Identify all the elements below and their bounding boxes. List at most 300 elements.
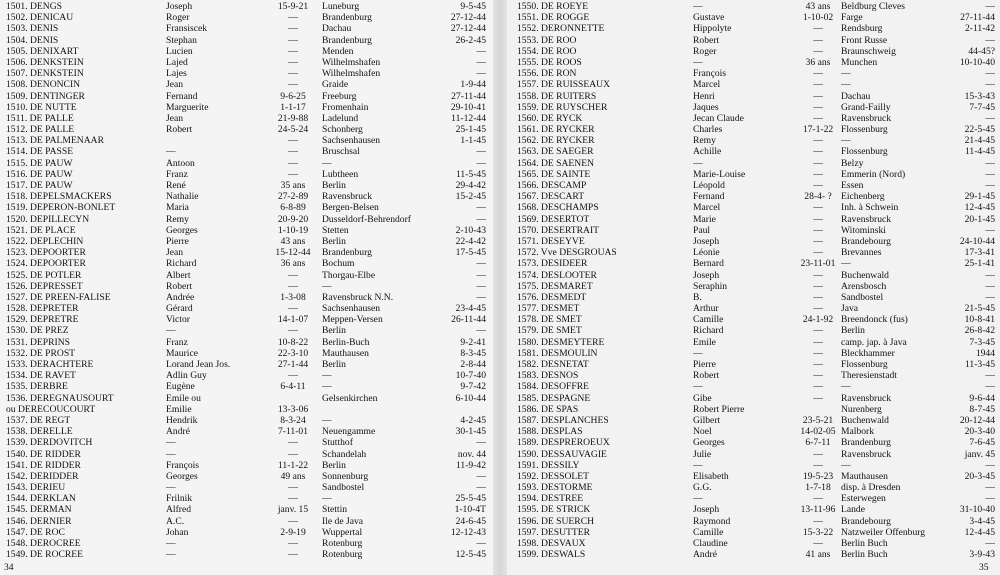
register-entry — [0, 146, 493, 157]
death-date: 21-4-45 — [964, 135, 995, 147]
register-entry — [507, 247, 1000, 258]
birth-date: — — [288, 538, 298, 549]
entry-name: 1579. DE SMET — [517, 325, 582, 337]
birth-date: — — [813, 381, 823, 393]
entry-name: 1539. DERDOVITCH — [6, 437, 93, 449]
first-name: G.G. — [693, 482, 712, 494]
birth-date: — — [813, 370, 823, 382]
entry-name: 1564. DE SAENEN — [517, 157, 595, 169]
place: Munchen — [841, 56, 878, 68]
place: Sandbostel — [841, 291, 884, 303]
birth-date: 49 ans — [280, 470, 306, 482]
place: Sachsenhausen — [322, 135, 381, 147]
register-entry — [0, 191, 493, 202]
place: Sonnenburg — [322, 470, 369, 482]
entry-name: 1512. DE PALLE — [6, 124, 75, 136]
place: Wilhelmshafen — [322, 56, 381, 68]
first-name: Emile ou — [166, 392, 201, 404]
death-date: 27-12-44 — [450, 23, 486, 35]
entry-name: 1522. DEPLECHIN — [6, 235, 84, 247]
register-entry — [0, 549, 493, 560]
first-name: Lajes — [166, 68, 187, 80]
death-date: 27-12-44 — [450, 12, 486, 24]
place: Menden — [322, 45, 354, 57]
book-gutter — [493, 0, 507, 575]
place: Buchenwald — [841, 269, 889, 281]
death-date: 9-5-45 — [460, 1, 486, 12]
place: Stetten — [322, 224, 349, 236]
entry-name: 1592. DESSOLET — [517, 470, 589, 482]
first-name: Fernand — [166, 90, 198, 102]
first-name: Lajed — [166, 56, 188, 68]
birth-date: — — [288, 157, 298, 169]
place: Ile de Java — [322, 515, 364, 527]
first-name: Georges — [693, 437, 725, 449]
death-date: nov. 44 — [457, 448, 486, 460]
register-entry — [507, 12, 1000, 23]
death-date: 17-3-41 — [964, 247, 995, 259]
place: Natzweiler Offenburg — [841, 526, 926, 538]
first-name: Jean — [166, 247, 184, 259]
register-entry — [0, 158, 493, 169]
birth-date: 14-1-07 — [277, 314, 309, 326]
register-entry — [507, 527, 1000, 538]
first-name: Jaques — [693, 101, 719, 113]
first-name: Noel — [693, 426, 712, 438]
entry-name: 1561. DE RYCKER — [517, 124, 595, 136]
register-entry — [0, 449, 493, 460]
place: Schandelah — [322, 448, 367, 460]
death-date: 25-1-41 — [964, 258, 995, 270]
birth-date: — — [813, 180, 823, 191]
birth-date: — — [288, 45, 298, 57]
entry-name: 1551. DE ROGGE — [517, 12, 590, 24]
place: Bruschsal — [322, 146, 360, 158]
first-name: Gustave — [693, 12, 725, 24]
birth-date: 7-11-01 — [277, 426, 309, 438]
register-entry — [507, 258, 1000, 269]
birth-date: — — [813, 448, 823, 460]
birth-date: 6-7-11 — [805, 437, 831, 449]
entry-name: 1531. DEPRINS — [6, 336, 70, 348]
birth-date: 9-6-25 — [280, 90, 306, 102]
first-name: — — [693, 347, 703, 359]
entry-name: 1578. DE SMET — [517, 314, 582, 326]
place: Ravensbruck — [322, 191, 373, 203]
entry-name: 1546. DERNIER — [6, 515, 72, 527]
register-list-left — [0, 1, 493, 560]
first-name: Fernand — [693, 191, 725, 203]
birth-date: — — [813, 90, 823, 102]
birth-date: — — [288, 549, 298, 561]
place: Arensbosch — [841, 280, 887, 292]
place: Inh. à Schwein — [841, 202, 899, 214]
place: Flossenburg — [841, 359, 888, 370]
register-entry — [507, 57, 1000, 68]
entry-name: 1583. DESNOS — [517, 370, 579, 382]
first-name: Jean — [166, 79, 184, 91]
birth-date: — — [813, 325, 823, 337]
entry-name: 1557. DE RUISSEAUX — [517, 79, 611, 91]
first-name: André — [166, 426, 190, 438]
place: Bergen-Belsen — [322, 202, 379, 214]
first-name: — — [166, 325, 176, 337]
entry-name: 1505. DENIXART — [6, 45, 79, 57]
first-name: Claudine — [693, 538, 728, 549]
place: Emmerin (Nord) — [841, 168, 906, 180]
entry-name: 1568. DESCHAMPS — [517, 202, 599, 214]
first-name: Johan — [166, 526, 189, 538]
death-date: 10-8-41 — [964, 314, 995, 326]
entry-name: 1596. DE SUERCH — [517, 515, 595, 527]
register-entry — [507, 113, 1000, 124]
entry-name: 1581. DESMOULIN — [517, 347, 598, 359]
death-date: 11-9-42 — [455, 459, 486, 471]
entry-name: 1580. DESMEYTERE — [517, 336, 605, 348]
register-entry — [507, 348, 1000, 359]
place: Farge — [841, 12, 863, 24]
register-entry — [0, 202, 493, 213]
birth-date: — — [813, 23, 823, 35]
death-date: 29-4-42 — [455, 180, 486, 191]
first-name: Frilnik — [166, 493, 193, 505]
entry-name: 1516. DE PAUW — [6, 168, 73, 180]
register-entry — [507, 381, 1000, 392]
place: — — [322, 280, 332, 292]
first-name: Robert — [166, 124, 193, 136]
death-date: — — [985, 68, 995, 80]
register-entry — [507, 236, 1000, 247]
first-name: Hippolyte — [693, 23, 732, 35]
entry-name: 1526. DEPRESSET — [6, 280, 83, 292]
first-name: — — [693, 56, 703, 68]
birth-date: — — [288, 269, 298, 281]
birth-date: — — [813, 303, 823, 315]
death-date: 30-1-45 — [455, 426, 486, 438]
register-entry — [507, 337, 1000, 348]
birth-date: 1-1-17 — [280, 101, 306, 113]
birth-date: — — [813, 280, 823, 292]
entry-name: 1515. DE PAUW — [6, 157, 73, 169]
register-entry — [0, 169, 493, 180]
death-date: 22-4-42 — [455, 235, 486, 247]
birth-date: — — [813, 347, 823, 359]
birth-date: 13-11-96 — [800, 504, 836, 516]
first-name: Alfred — [166, 504, 192, 516]
birth-date: — — [813, 135, 823, 147]
register-entry — [507, 158, 1000, 169]
register-entry — [507, 180, 1000, 191]
place: Brandenburg — [841, 437, 891, 449]
register-entry — [0, 538, 493, 549]
place: Wilhelmshafen — [322, 68, 381, 80]
birth-date: — — [813, 269, 823, 281]
death-date: — — [985, 370, 995, 382]
birth-date: 2-9-19 — [280, 526, 306, 538]
death-date: 7-3-45 — [969, 336, 995, 348]
death-date: 4-2-45 — [460, 414, 486, 426]
first-name: Emilie — [166, 403, 192, 415]
birth-date: — — [813, 392, 823, 404]
death-date: — — [476, 213, 486, 225]
death-date: 12-4-45 — [964, 202, 995, 214]
register-entry — [0, 393, 493, 404]
entry-name: 1508. DENONCIN — [6, 79, 81, 91]
first-name: Joseph — [693, 269, 720, 281]
entry-name: 1569. DESERTOT — [517, 213, 590, 225]
first-name: François — [693, 68, 727, 80]
birth-date: 24-5-24 — [277, 124, 309, 136]
register-entry — [0, 135, 493, 146]
place: Brandebourg — [841, 515, 891, 527]
birth-date: — — [813, 168, 823, 180]
first-name: Lucien — [166, 45, 193, 57]
death-date: — — [985, 79, 995, 91]
place: Rendsburg — [841, 23, 883, 35]
death-date: 8-3-45 — [460, 347, 486, 359]
birth-date: 19-5-23 — [802, 470, 834, 482]
place: Esterwegen — [841, 493, 886, 505]
death-date: 7-7-45 — [969, 101, 995, 113]
death-date: — — [476, 202, 486, 214]
death-date: — — [476, 157, 486, 169]
death-date: 22-5-45 — [964, 124, 995, 136]
death-date: 21-5-45 — [964, 303, 995, 315]
entry-name: 1565. DE SAINTE — [517, 168, 591, 180]
register-entry — [507, 46, 1000, 57]
place: Dachau — [841, 90, 871, 102]
birth-date: — — [288, 280, 298, 292]
entry-name: 1510. DE NUTTE — [6, 101, 77, 113]
entry-name: 1574. DESLOOTER — [517, 269, 597, 281]
death-date: — — [476, 68, 486, 80]
first-name: — — [166, 146, 176, 158]
death-date: 24-10-44 — [959, 235, 995, 247]
death-date: 24-6-45 — [455, 515, 486, 527]
place: Freeburg — [322, 90, 357, 102]
death-date: — — [985, 224, 995, 236]
entry-name: 1584. DESOFFRE — [517, 381, 589, 393]
death-date: — — [476, 269, 486, 281]
first-name: — — [166, 448, 176, 460]
place: Berlin — [322, 359, 346, 370]
place: Gelsenkirchen — [322, 392, 378, 404]
death-date: 20-3-45 — [964, 470, 995, 482]
first-name: François — [166, 459, 200, 471]
death-date: — — [985, 291, 995, 303]
register-entry — [0, 482, 493, 493]
entry-name: 1543. DERIEU — [6, 482, 66, 494]
register-entry — [0, 35, 493, 46]
register-entry — [507, 102, 1000, 113]
place: — — [841, 381, 851, 393]
place: Braunschweig — [841, 45, 896, 57]
death-date: — — [985, 112, 995, 124]
place: Lubtheen — [322, 168, 359, 180]
register-entry — [507, 460, 1000, 471]
register-entry — [507, 437, 1000, 448]
place: Ravensbruck N.N. — [322, 291, 394, 303]
first-name: Roger — [693, 45, 717, 57]
place: Berlin — [322, 459, 346, 471]
birth-date: 36 ans — [280, 258, 306, 270]
birth-date: — — [288, 493, 298, 505]
death-date: — — [985, 538, 995, 549]
register-entry — [0, 426, 493, 437]
death-date: — — [985, 168, 995, 180]
first-name: Paul — [693, 224, 711, 236]
place: Dachau — [322, 23, 352, 35]
register-list-right — [507, 1, 1000, 560]
register-entry — [0, 471, 493, 482]
first-name: Richard — [693, 325, 724, 337]
entry-name: 1538. DERELLE — [6, 426, 73, 438]
death-date: 9-6-44 — [969, 392, 995, 404]
place: — — [841, 68, 851, 80]
first-name: Georges — [166, 470, 198, 482]
place: Java — [841, 303, 859, 315]
place: Berlin Buch — [841, 549, 888, 561]
place: Essen — [841, 180, 864, 191]
first-name: Marcel — [693, 79, 721, 91]
register-entry — [0, 79, 493, 90]
register-entry — [507, 493, 1000, 504]
birth-date: — — [288, 135, 298, 147]
death-date: — — [476, 538, 486, 549]
first-name: Remy — [166, 213, 189, 225]
place: Nurenberg — [841, 403, 882, 415]
register-entry — [507, 504, 1000, 515]
birth-date: 27-1-44 — [277, 359, 309, 370]
birth-date: 15-3-22 — [802, 526, 834, 538]
death-date: 11-4-45 — [964, 146, 995, 158]
birth-date: 1-10-02 — [802, 12, 834, 24]
register-entry — [507, 135, 1000, 146]
death-date: 9-2-41 — [460, 336, 486, 348]
death-date: 3-9-43 — [969, 549, 995, 561]
register-entry — [0, 124, 493, 135]
entry-name: 1566. DESCAMP — [517, 180, 587, 191]
death-date: — — [985, 1, 995, 12]
place: — — [322, 381, 332, 393]
death-date: 11-5-45 — [455, 168, 486, 180]
entry-name: 1518. DEPELSMACKERS — [6, 191, 112, 203]
entry-name: 1525. DE POTLER — [6, 269, 82, 281]
place: Brandenburg — [322, 12, 372, 24]
entry-name: 1597. DESUTTER — [517, 526, 591, 538]
death-date: 29-1-45 — [964, 191, 995, 203]
first-name: Jecan Claude — [693, 112, 744, 124]
register-entry — [0, 337, 493, 348]
birth-date: — — [813, 112, 823, 124]
death-date: 11-3-45 — [964, 359, 995, 370]
birth-date: — — [288, 325, 298, 337]
birth-date: 21-9-88 — [277, 112, 309, 124]
birth-date: — — [288, 168, 298, 180]
death-date: 2-11-42 — [964, 23, 995, 35]
place: Berlin — [322, 235, 346, 247]
entry-name: 1572. Vve DESGROUAS — [517, 247, 617, 259]
place: Stettin — [322, 504, 348, 516]
birth-date: 15-9-21 — [277, 1, 309, 12]
death-date: 12-4-45 — [964, 526, 995, 538]
birth-date: — — [288, 146, 298, 158]
birth-date: 28-4- ? — [804, 191, 832, 203]
entry-name: 1553. DE ROO — [517, 34, 577, 46]
register-entry — [507, 281, 1000, 292]
entry-name: 1502. DENICAU — [6, 12, 74, 24]
entry-name: 1563. DE SAEGER — [517, 146, 594, 158]
first-name: Gérard — [166, 303, 193, 315]
register-entry — [0, 180, 493, 191]
register-entry — [0, 460, 493, 471]
birth-date: — — [288, 68, 298, 80]
death-date: 15-3-43 — [964, 90, 995, 102]
register-entry — [0, 493, 493, 504]
register-entry — [0, 292, 493, 303]
first-name: — — [693, 493, 703, 505]
place: — — [841, 459, 851, 471]
place: Front Russe — [841, 34, 888, 46]
register-entry — [507, 538, 1000, 549]
entry-name: 1573. DESIDEER — [517, 258, 588, 270]
first-name: Bernard — [693, 258, 724, 270]
birth-date: 17-1-22 — [802, 124, 834, 136]
first-name: Emile — [693, 336, 716, 348]
birth-date: — — [813, 79, 823, 91]
place: Meppen-Versen — [322, 314, 383, 326]
first-name: Robert — [693, 34, 720, 46]
entry-name: 1541. DE RIDDER — [6, 459, 81, 471]
place: Brevannes — [841, 247, 882, 259]
entry-name: 1559. DE RUYSCHER — [517, 101, 608, 113]
register-entry — [507, 191, 1000, 202]
entry-name: 1536. DEREGNAUSOURT — [6, 392, 114, 404]
first-name: Robert Pierre — [693, 403, 745, 415]
entry-name: 1519. DEPERON-BONLET — [6, 202, 116, 214]
birth-date: — — [288, 23, 298, 35]
death-date: 20-12-44 — [959, 414, 995, 426]
death-date: — — [476, 325, 486, 337]
register-entry — [507, 292, 1000, 303]
register-entry — [0, 404, 493, 415]
entry-name: 1534. DE RAVET — [6, 370, 76, 382]
first-name: Hendrik — [166, 414, 198, 426]
register-entry — [507, 516, 1000, 527]
register-entry — [507, 146, 1000, 157]
entry-name: 1585. DESPAGNE — [517, 392, 591, 404]
register-entry — [0, 225, 493, 236]
place: Berlin — [841, 325, 865, 337]
register-entry — [0, 113, 493, 124]
entry-name: 1575. DESMARET — [517, 280, 593, 292]
entry-name: 1513. DE PALMENAAR — [6, 135, 104, 147]
register-entry — [0, 247, 493, 258]
first-name: Remy — [693, 135, 716, 147]
place: Bleckhammer — [841, 347, 895, 359]
place: Breendonck (fus) — [841, 314, 908, 326]
birth-date: — — [288, 12, 298, 24]
first-name: Marcel — [693, 202, 721, 214]
birth-date: — — [813, 336, 823, 348]
place: Mauthausen — [322, 347, 369, 359]
entry-name: 1586. DE SPAS — [517, 403, 579, 415]
entry-name: 1576. DESMEDT — [517, 291, 587, 303]
entry-name: 1556. DE RON — [517, 68, 577, 80]
entry-name: 1582. DESNETAT — [517, 359, 589, 370]
death-date: — — [476, 291, 486, 303]
first-name: Achille — [693, 146, 722, 158]
